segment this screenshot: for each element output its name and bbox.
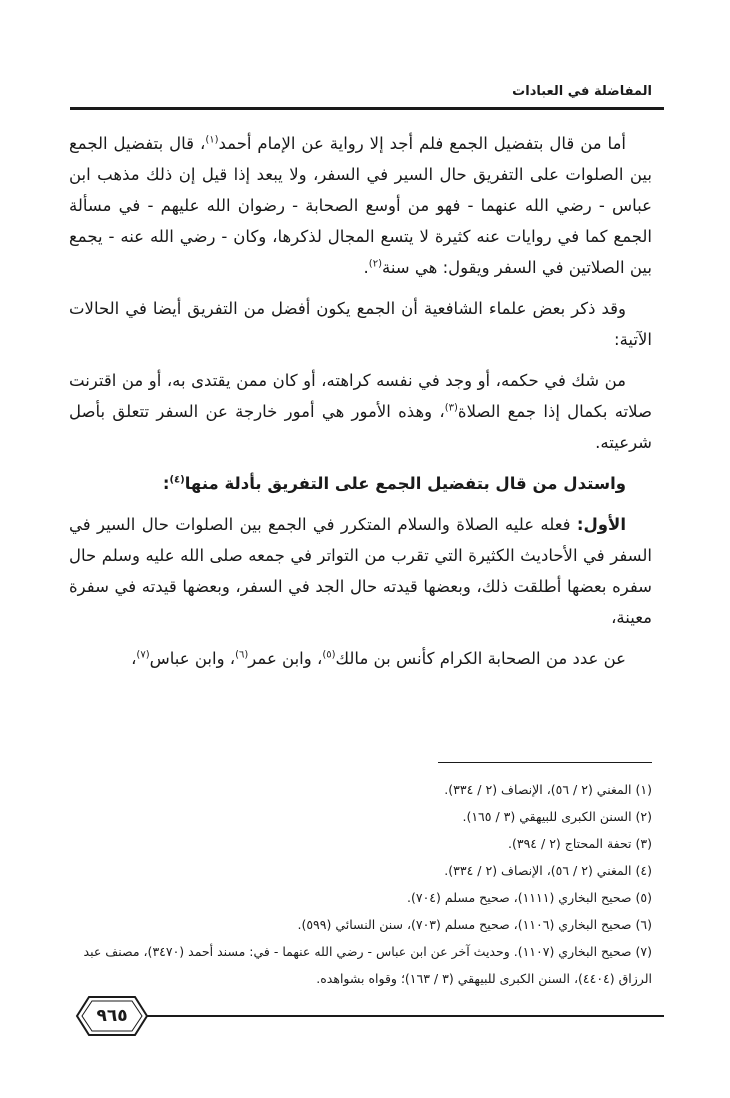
footnote-7: (٧) صحيح البخاري (١١٠٧). وحديث آخر عن ابن عباس - رضي الله عنهما - في: مسند أحمد (٣٤٧٠)، مصنف عبد الرزاق (٤٤٠٤)، السنن الكبرى للبيهقي (٣ / ١٦٣)؛ وقواه بشواهده. [83, 944, 652, 986]
footnote-6: (٦) صحيح البخاري (١١٠٦)، صحيح مسلم (٧٠٣)، سنن النسائي (٥٩٩). [297, 917, 652, 932]
paragraph-6 [69, 643, 652, 674]
footnote-ref-5[interactable]: (٥) [322, 649, 336, 661]
text-run: فعله عليه الصلاة والسلام المتكرر في الجمع بين الصلوات حال السير في السفر في الأحاديث الكثيرة التي تقرب من التواتر في جمعه صلى الله عليه وسلم حال سفره بعضها أطلقت ذلك، وبعضها قيدته حال الجد في السفر، وبعضها قيدته في سفرة معينة، [69, 515, 652, 627]
text-run: عن عدد من الصحابة الكرام كأنس بن مالك [335, 649, 626, 668]
paragraph-1 [69, 128, 652, 283]
footnote-separator [438, 762, 652, 763]
footer-rule [142, 1015, 664, 1017]
text-run: : [162, 474, 170, 493]
paragraph-4 [69, 468, 652, 499]
footnote-ref-7[interactable]: (٧) [136, 649, 150, 661]
main-text [69, 128, 652, 684]
footnote-5: (٥) صحيح البخاري (١١١١)، صحيح مسلم (٧٠٤). [407, 890, 652, 905]
text-run: ، وابن عمر [248, 649, 323, 668]
text-run: ، [131, 649, 137, 668]
footnote-2: (٢) السنن الكبرى للبيهقي (٣ / ١٦٥). [462, 809, 652, 824]
text-run: ، قال بتفضيل الجمع بين الصلوات على التفريق حال السير في السفر، ولا يبعد إذا قيل إن ذلك مذهب ابن عباس - رضي الله عنهما - فهو من أوسع الصحابة - رضوان الله عليهم - في مسألة الجمع كما في روايات عنه كثيرة لا يتسع المجال لذكرها، وكان - رضي الله عنه - يجمع بين الصلاتين في السفر ويقول: هي سنة [69, 134, 652, 277]
footnote-ref-3[interactable]: (٣) [444, 402, 458, 414]
text-run: واستدل من قال بتفضيل الجمع على التفريق بأدلة منها [184, 474, 626, 493]
page-number-frame [75, 995, 149, 1037]
footnote-ref-6[interactable]: (٦) [235, 649, 249, 661]
text-run: ، وهذه الأمور هي أمور خارجة عن السفر تتعلق بأصل شرعيته. [69, 402, 652, 452]
text-run: . [363, 258, 369, 277]
footnote-4: (٤) المغني (٢ / ٥٦)، الإنصاف (٢ / ٣٣٤). [444, 863, 652, 878]
footnote-1: (١) المغني (٢ / ٥٦)، الإنصاف (٢ / ٣٣٤). [444, 782, 652, 797]
footnote-3: (٣) تحفة المحتاج (٢ / ٣٩٤). [508, 836, 652, 851]
text-run: وقد ذكر بعض علماء الشافعية أن الجمع يكون أفضل من التفريق أيضا في الحالات الآتية: [69, 299, 652, 349]
page-number: ٩٦٥ [96, 1006, 128, 1026]
header-rule [70, 107, 664, 110]
paragraph-2 [69, 293, 652, 355]
paragraph-3 [69, 365, 652, 458]
footnote-ref-2[interactable]: (٢) [368, 258, 382, 270]
point-label: الأول: [576, 515, 626, 534]
footnote-ref-4[interactable]: (٤) [169, 474, 185, 486]
paragraph-5 [69, 509, 652, 633]
running-header: المفاضلة في العبادات [512, 84, 652, 99]
text-run: من شك في حكمه، أو وجد في نفسه كراهته، أو كان ممن يقتدى به، أو من اقترنت صلاته بكمال إذا جمع الصلاة [69, 371, 652, 421]
text-run: أما من قال بتفضيل الجمع فلم أجد إلا رواية عن الإمام أحمد [218, 134, 626, 153]
text-run: ، وابن عباس [149, 649, 236, 668]
footnote-ref-1[interactable]: (١) [205, 134, 219, 146]
footnotes [62, 776, 652, 992]
